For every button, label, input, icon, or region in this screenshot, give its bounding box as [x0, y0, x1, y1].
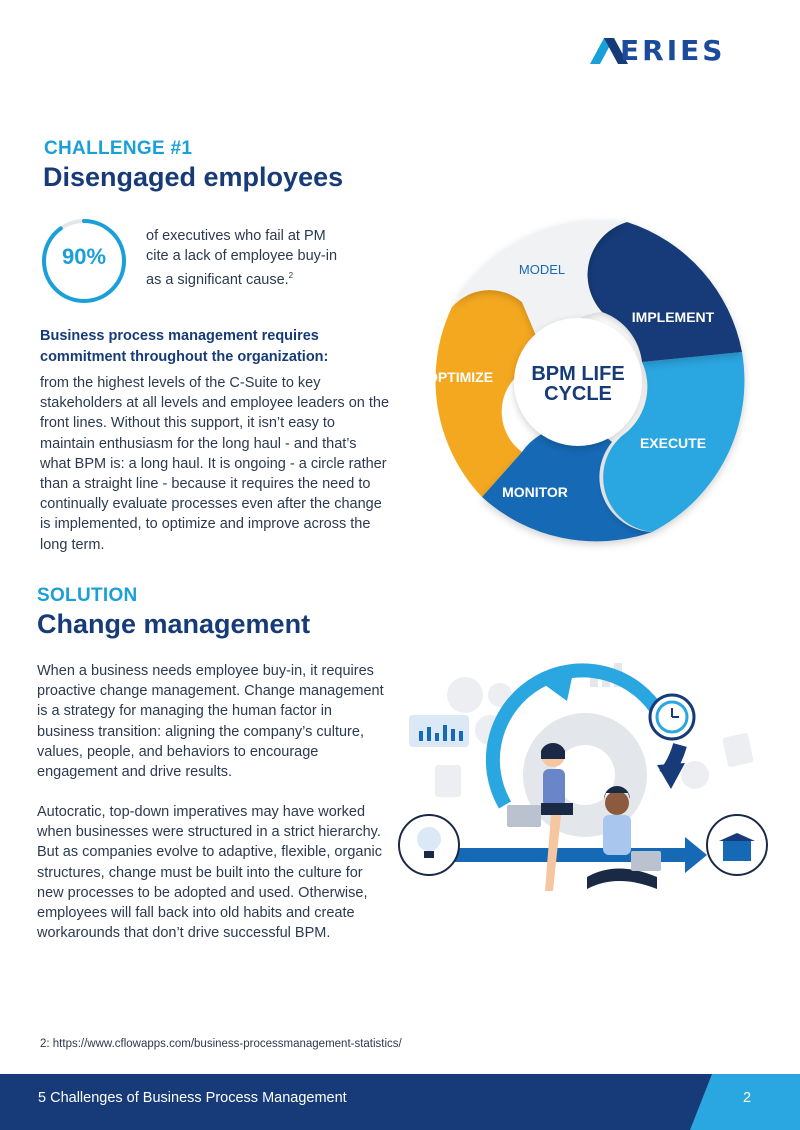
logo-text: ERIES	[620, 34, 726, 67]
stage-label-model: MODEL	[518, 262, 566, 277]
solution-paragraph-2: Autocratic, top-down imperatives may have worked when businesses were structured in a strict hierarchy. But as companies evolve to adaptive, flexible, organic structures, change must be built into the culture for new processes to be adopted and used. Otherwise, employees will fall back into old habits and create workarounds that don’t drive successful BPM.	[37, 804, 382, 942]
solution-title: Change management	[37, 609, 311, 639]
challenge-body: from the highest levels of the C-Suite to key stakeholders at all levels and employee leaders on the front lines. Without this support, it isn’t easy to maintain enthusiasm for the long haul - and that’s what BPM is: a long haul. It is ongoing - a circle rather than a straight line - because it requires the need to continually evaluate processes even after the change is implemented, to optimize and improve across the long term.	[40, 375, 390, 553]
stage-label-monitor: MONITOR	[502, 484, 568, 500]
cycle-center-line1: BPM LIFE	[531, 363, 625, 385]
stage-label-implement: IMPLEMENT	[631, 309, 715, 325]
challenge-title: Disengaged employees	[43, 162, 344, 192]
challenge-kicker: CHALLENGE #1	[44, 138, 193, 159]
page-number: 2	[743, 1090, 752, 1106]
footer-title: 5 Challenges of Business Process Management	[38, 1090, 347, 1106]
bpm-cycle-diagram	[412, 212, 762, 572]
stat-value: 90%	[61, 244, 107, 269]
footnote: 2: https://www.cflowapps.com/business-processmanagement-statistics/	[40, 1038, 402, 1050]
stat-text: of executives who fail at PM cite a lack of employee buy-in as a significant cause.$^2$	[146, 228, 338, 288]
solution-paragraph-1: When a business needs employee buy-in, it requires proactive change management. Change management is a strategy for managing the human factor in business transition: aligning the company’s culture, values, people, and behaviors to encourage engagement and drive results.	[37, 663, 384, 781]
cycle-center-line2: CYCLE	[544, 383, 612, 405]
page-footer	[0, 1074, 800, 1130]
stage-label-execute: EXECUTE	[639, 435, 707, 451]
change-management-illustration	[395, 655, 775, 915]
footnote-marker: 2	[288, 271, 294, 280]
challenge-lead: Business process management requires commitment throughout the organization:	[40, 328, 329, 365]
stage-label-optimize: OPTIMIZE	[426, 369, 494, 385]
solution-kicker: SOLUTION	[37, 585, 138, 606]
